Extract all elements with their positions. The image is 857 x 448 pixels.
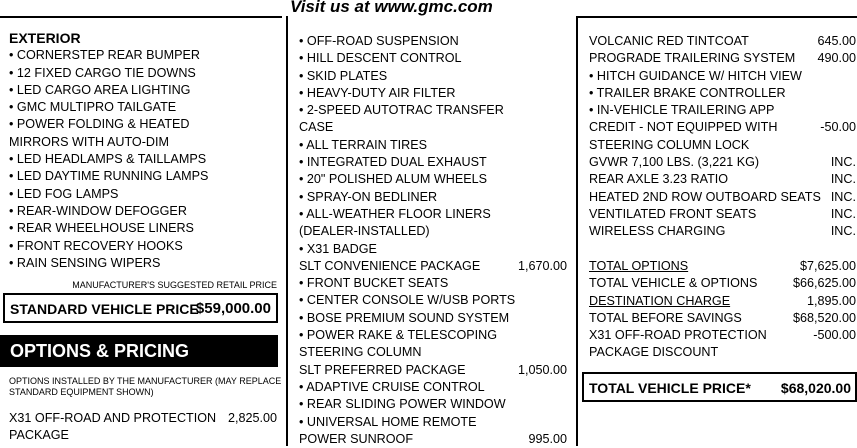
total-line-amount: $68,520.00 [792,310,856,325]
option-line [299,292,567,309]
option-line-text: CREDIT - NOT EQUIPPED WITH [589,120,778,135]
option-line [589,119,856,136]
option-line [589,85,856,102]
option-line-text: • X31 BADGE [299,241,377,256]
first-option [9,410,277,445]
option-line-amount: INC. [830,189,856,204]
exterior-item [9,82,279,99]
total-line [589,344,856,361]
total-line [589,327,856,344]
option-line-text: WIRELESS CHARGING [589,224,726,239]
option-line [299,379,567,396]
exterior-item-text: • 12 FIXED CARGO TIE DOWNS [9,65,196,80]
exterior-item [9,65,279,82]
total-line-text: X31 OFF-ROAD PROTECTION [589,328,767,343]
exterior-item-text: • LED CARGO AREA LIGHTING [9,82,191,97]
option-line-amount: 1,670.00 [517,258,567,273]
option-line-text: • FRONT BUCKET SEATS [299,276,449,291]
option-line-text: GVWR 7,100 LBS. (3,221 KG) [589,155,760,170]
option-line [299,33,567,50]
left-column [9,30,279,272]
middle-option-list [299,33,567,448]
website-url: Visit us at www.gmc.com [290,0,493,16]
option-line-amount: INC. [830,155,856,170]
option-line [589,223,856,240]
exterior-item-text: • POWER FOLDING & HEATED [9,117,190,132]
option-line [299,68,567,85]
option-line [589,33,856,50]
option-line-text: • OFF-ROAD SUSPENSION [299,34,459,48]
exterior-item-text: MIRRORS WITH AUTO-DIM [9,134,169,149]
total-price-label: TOTAL VEHICLE PRICE* [589,380,751,396]
option-line-text: • ADAPTIVE CRUISE CONTROL [299,379,485,394]
exterior-item-text: • REAR-WINDOW DEFOGGER [9,203,187,218]
right-option-list [589,33,856,241]
middle-column [299,33,567,448]
option-line [299,344,567,361]
exterior-item-text: • REAR WHEELHOUSE LINERS [9,221,194,236]
option-line-amount: 1,050.00 [517,362,567,377]
option-line-text: • POWER RAKE & TELESCOPING [299,328,498,343]
option-line [299,171,567,188]
option-line-text: HEATED 2ND ROW OUTBOARD SEATS [589,189,821,204]
exterior-item [9,186,279,203]
option-line-text: • TRAILER BRAKE CONTROLLER [589,85,786,100]
total-line-amount: -500.00 [813,328,856,343]
option-line-text: CASE [299,120,334,135]
total-price-value: $68,020.00 [780,380,851,396]
exterior-item [9,99,279,116]
total-line-amount: $66,625.00 [792,276,856,291]
total-line-text: TOTAL VEHICLE & OPTIONS [589,276,758,291]
option-line-amount: 995.00 [528,431,567,446]
total-line [589,275,856,292]
option-line [299,223,567,240]
totals-list [589,258,856,362]
option-line-text: • HITCH GUIDANCE W/ HITCH VIEW [589,68,802,83]
right-column [589,33,856,362]
option-line [589,68,856,85]
first-option-name-2: PACKAGE [9,428,69,443]
option-line-text: PROGRADE TRAILERING SYSTEM [589,51,796,66]
option-line-text: • IN-VEHICLE TRAILERING APP [589,103,775,118]
total-line [589,293,856,310]
option-line [299,258,567,275]
option-line-amount: INC. [830,224,856,239]
divider-left [286,16,288,446]
exterior-item-text: • RAIN SENSING WIPERS [9,255,161,270]
option-line [589,189,856,206]
option-line [299,275,567,292]
option-line-text: • 20" POLISHED ALUM WHEELS [299,172,488,187]
option-line-text: STEERING COLUMN LOCK [589,137,750,152]
first-option-name-1 [9,410,277,427]
total-line-text: TOTAL OPTIONS [589,258,689,273]
option-line-text: VOLCANIC RED TINTCOAT [589,34,749,48]
total-line [589,310,856,327]
option-line [299,119,567,136]
option-line-text: SLT CONVENIENCE PACKAGE [299,258,481,273]
option-line [299,310,567,327]
option-line-text: • HEAVY-DUTY AIR FILTER [299,85,456,100]
option-line [299,241,567,258]
options-banner [0,335,278,367]
exterior-item [9,151,279,168]
standard-price-box [3,293,278,323]
options-banner-label: OPTIONS & PRICING [10,341,190,361]
option-line [589,206,856,223]
exterior-item [9,134,279,151]
standard-price-label: STANDARD VEHICLE PRICE [10,301,199,317]
option-line-text: • SPRAY-ON BEDLINER [299,189,438,204]
option-line [299,137,567,154]
exterior-item-text: • LED DAYTIME RUNNING LAMPS [9,169,209,184]
option-line [299,206,567,223]
option-line [299,362,567,379]
option-line [299,189,567,206]
exterior-item [9,47,279,64]
option-line-text: POWER SUNROOF [299,431,414,446]
exterior-item [9,168,279,185]
option-line-text: (DEALER-INSTALLED) [299,224,430,239]
option-line-text: SLT PREFERRED PACKAGE [299,362,466,377]
option-line [589,171,856,188]
exterior-item-text: • LED FOG LAMPS [9,186,119,201]
option-line-text: • BOSE PREMIUM SOUND SYSTEM [299,310,510,325]
exterior-item [9,116,279,133]
option-line-amount: INC. [830,206,856,221]
option-line-text: • UNIVERSAL HOME REMOTE [299,414,477,429]
option-line-amount: 490.00 [817,51,856,66]
option-line [589,154,856,171]
exterior-item [9,255,279,272]
exterior-item-text: • LED HEADLAMPS & TAILLAMPS [9,152,207,167]
exterior-item [9,203,279,220]
exterior-item [9,238,279,255]
option-line [299,102,567,119]
total-line [589,258,856,275]
total-line-text: PACKAGE DISCOUNT [589,345,719,360]
option-line [589,137,856,154]
option-line-text: • SKID PLATES [299,68,388,83]
option-line-text: • ALL-WEATHER FLOOR LINERS [299,206,491,221]
option-line-text: • HILL DESCENT CONTROL [299,51,462,66]
options-note-line-1: OPTIONS INSTALLED BY THE MANUFACTURER (MAY REPLACE [9,376,282,386]
option-line [299,327,567,344]
exterior-item-text: • FRONT RECOVERY HOOKS [9,238,183,253]
options-note [9,376,281,398]
option-line [299,414,567,431]
option-line-amount: INC. [830,172,856,187]
exterior-item-text: • CORNERSTEP REAR BUMPER [9,48,201,63]
total-line-text: DESTINATION CHARGE [589,293,731,308]
option-line [589,102,856,119]
option-line [299,154,567,171]
top-rule-right [578,16,857,18]
option-line-amount: -50.00 [820,120,856,135]
option-line-text: • 2-SPEED AUTOTRAC TRANSFER [299,103,504,118]
standard-price-value: $59,000.00 [195,300,271,317]
option-line-text: • ALL TERRAIN TIRES [299,137,428,152]
option-line-text: REAR AXLE 3.23 RATIO [589,172,729,187]
option-line-text: • REAR SLIDING POWER WINDOW [299,397,506,412]
total-line-amount: 1,895.00 [806,293,856,308]
section-title-exterior: EXTERIOR [9,30,81,46]
option-line [299,396,567,413]
total-line-text: TOTAL BEFORE SAVINGS [589,310,742,325]
option-line [299,50,567,67]
option-line-amount: 645.00 [817,34,856,48]
option-line-text: VENTILATED FRONT SEATS [589,206,757,221]
divider-right [576,16,578,446]
exterior-list [9,47,279,272]
option-line-text: • INTEGRATED DUAL EXHAUST [299,155,487,170]
option-line-text: STEERING COLUMN [299,345,422,360]
option-line [299,85,567,102]
option-line [589,50,856,67]
top-rule-left [0,16,282,18]
first-option-name: X31 OFF-ROAD AND PROTECTION [9,411,217,425]
first-option-amount: 2,825.00 [227,411,277,425]
total-line-amount: $7,625.00 [799,258,856,273]
exterior-item [9,220,279,237]
msrp-label: MANUFACTURER'S SUGGESTED RETAIL PRICE [72,280,277,290]
options-note-line-2: STANDARD EQUIPMENT SHOWN) [9,387,154,397]
option-line [299,431,567,448]
exterior-item-text: • GMC MULTIPRO TAILGATE [9,100,177,115]
option-line-text: • CENTER CONSOLE W/USB PORTS [299,293,516,308]
total-price-box [582,372,857,402]
